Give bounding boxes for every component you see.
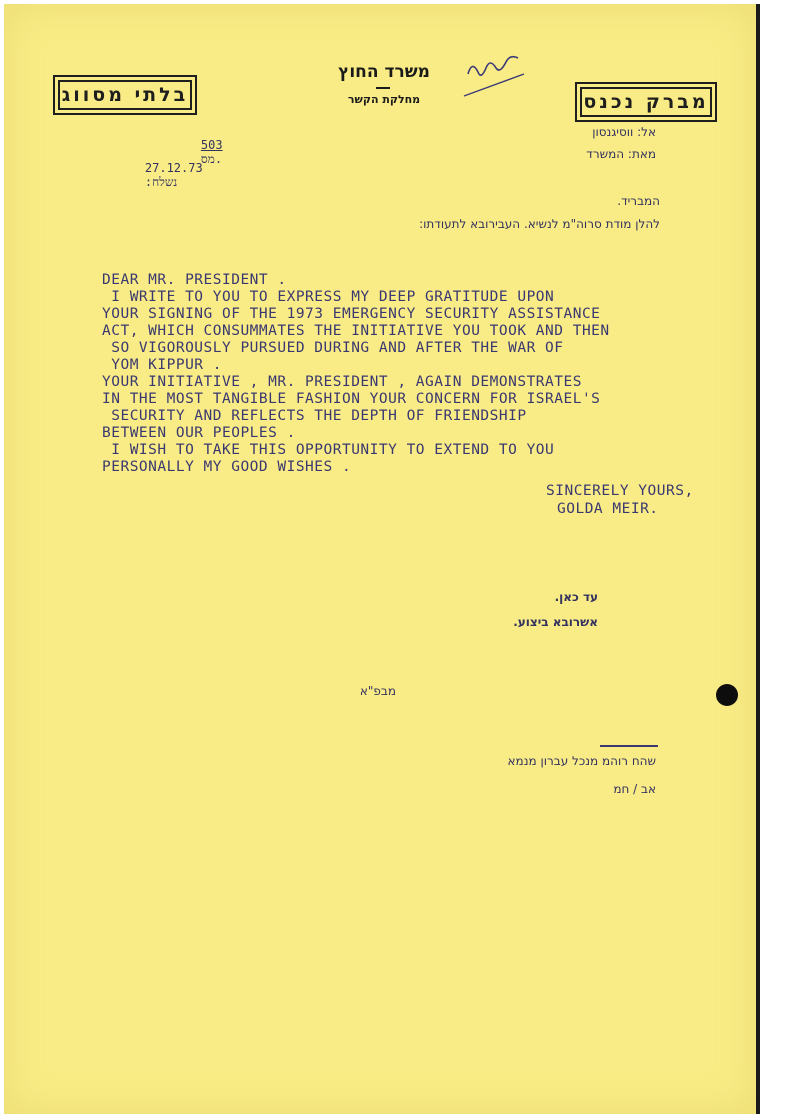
telegram-page <box>4 4 760 1114</box>
ink-spot <box>716 684 738 706</box>
message-number-label: מס. <box>200 152 223 166</box>
sent-date <box>116 147 203 204</box>
distribution-rule <box>600 745 658 747</box>
closing: SINCERELY YOURS, <box>546 483 694 499</box>
intro-instruction: להלן מודת סרוה"מ לנשיא. העבירובא לתעודתו: <box>419 217 660 231</box>
letter-line: YOM KIPPUR . <box>102 357 222 373</box>
distribution-list: שהח רוהמ מנכל עברון מנמא <box>507 754 656 768</box>
department-title: מחלקת הקשר <box>347 93 421 106</box>
signature: GOLDA MEIR. <box>557 501 659 517</box>
handwritten-mark <box>462 52 532 102</box>
sent-date-label: נשלח: <box>144 175 178 189</box>
execution-request: אשרובא ביצוע. <box>513 615 598 629</box>
letter-line: I WRITE TO YOU TO EXPRESS MY DEEP GRATITUDE UPON <box>102 289 555 305</box>
letter-line: YOUR SIGNING OF THE 1973 EMERGENCY SECURITY ASSISTANCE <box>102 306 601 322</box>
letter-line: I WISH TO TAKE THIS OPPORTUNITY TO EXTEND TO YOU <box>102 442 555 458</box>
sender-line: מאת: המשרד <box>586 147 656 161</box>
letter-line: DEAR MR. PRESIDENT . <box>102 272 287 288</box>
letter-line: ACT, WHICH CONSUMMATES THE INITIATIVE YOU TOOK AND THEN <box>102 323 610 339</box>
until-here: עד כאן. <box>554 590 598 604</box>
recipient-line: אל: ווסיגנסון <box>592 125 656 139</box>
intro-addressee: המבריד. <box>617 194 660 208</box>
letter-line: SECURITY AND REFLECTS THE DEPTH OF FRIENDSHIP <box>102 408 527 424</box>
message-number-value: 503 <box>200 138 223 152</box>
letter-line: YOUR INITIATIVE , MR. PRESIDENT , AGAIN DEMONSTRATES <box>102 374 582 390</box>
handwritten-text: לוק <box>462 52 464 53</box>
telegram-type-box <box>580 87 712 117</box>
letter-line: PERSONALLY MY GOOD WISHES . <box>102 459 352 475</box>
letter-line: IN THE MOST TANGIBLE FASHION YOUR CONCERN FOR ISRAEL'S <box>102 391 601 407</box>
letter-line: BETWEEN OUR PEOPLES . <box>102 425 296 441</box>
telegram-type-label: מברק נכנס <box>583 91 709 113</box>
code-mark: מבפ"א <box>359 684 396 698</box>
classification-label: בלתי מסווג <box>61 84 189 106</box>
ministry-title: משרד החוץ <box>338 62 430 82</box>
letter-line: SO VIGOROUSLY PURSUED DURING AND AFTER THE WAR OF <box>102 340 564 356</box>
operator-initials: אב / חמ <box>613 782 656 796</box>
classification-box <box>58 80 192 110</box>
header-divider <box>376 87 390 89</box>
sent-date-value: 27.12.73 <box>144 161 203 175</box>
